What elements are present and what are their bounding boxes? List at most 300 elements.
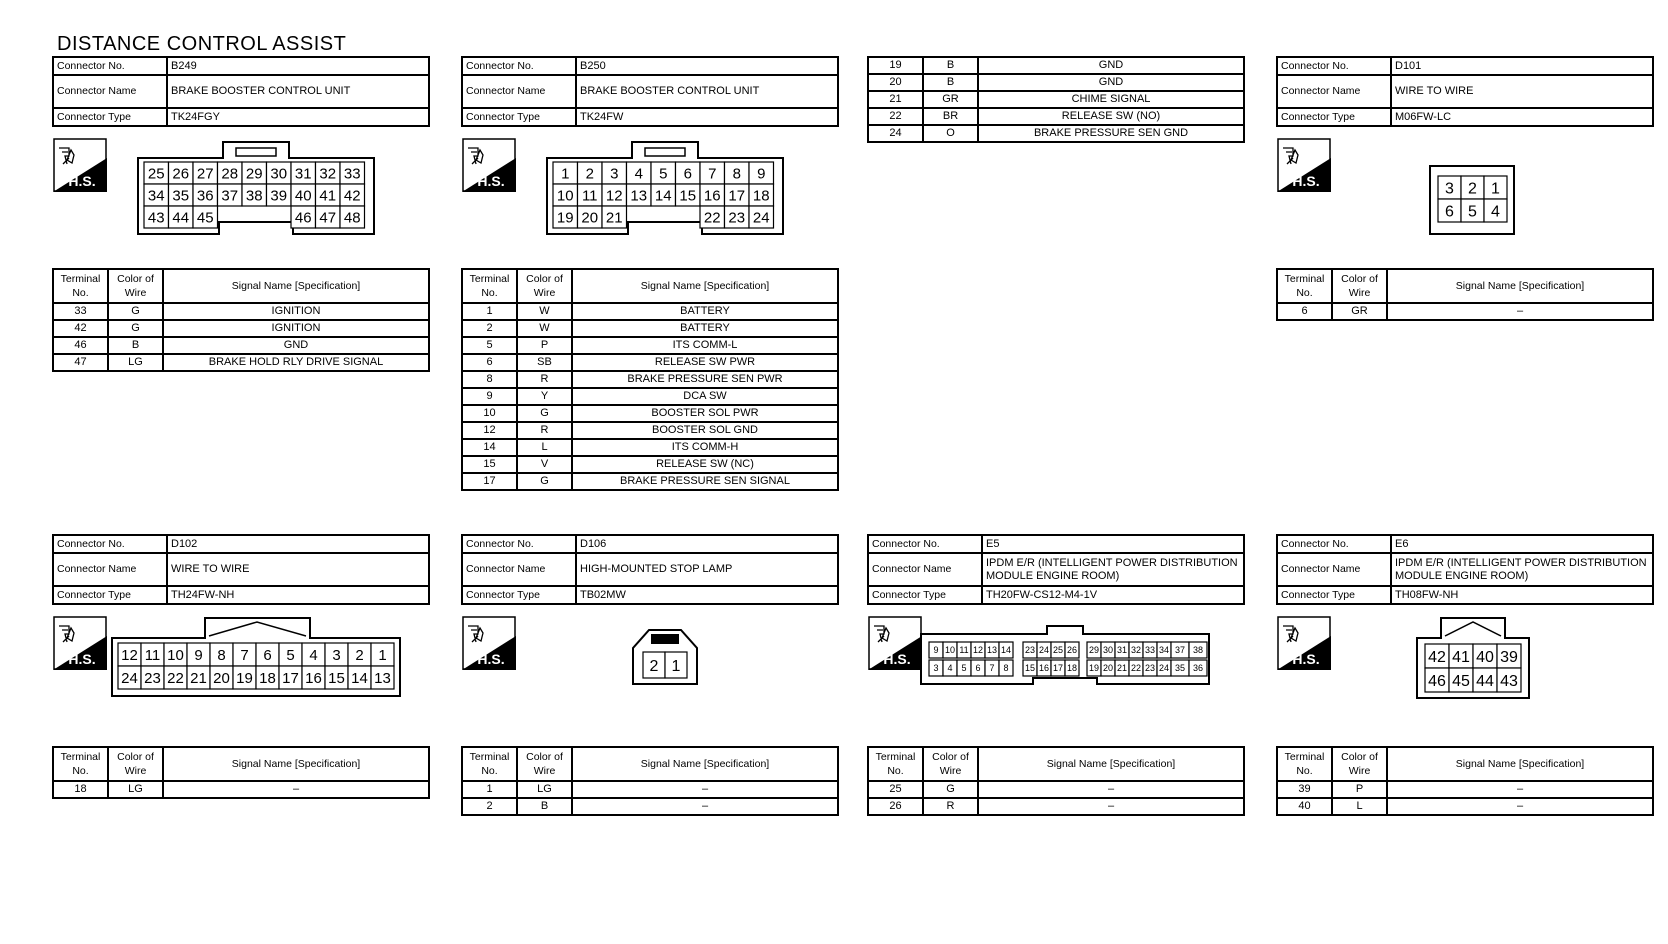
pin-label: 36	[196, 187, 214, 205]
signal-name: –	[978, 798, 1244, 815]
terminal-no-header: Terminal No.	[462, 269, 517, 303]
hs-label: H.S.	[1292, 173, 1320, 189]
pin-label: 21	[1116, 663, 1128, 674]
connector-number-label: Connector No.	[462, 57, 576, 75]
connector-name-label: Connector Name	[462, 553, 576, 586]
pin-label: 24	[752, 209, 770, 227]
pin-label: 2	[585, 165, 594, 183]
wire-color: R	[517, 371, 572, 388]
pin-label: 37	[221, 187, 239, 205]
connector-name-label: Connector Name	[1277, 553, 1391, 586]
connector-number-row	[462, 535, 838, 553]
hs-label: H.S.	[68, 651, 96, 667]
terminal-table	[52, 746, 430, 799]
connector-type-value: TB02MW	[576, 586, 838, 604]
signal-name: –	[1387, 798, 1653, 815]
pin-label: 14	[1000, 645, 1012, 656]
pin-label: 34	[147, 187, 165, 205]
signal-name-header: Signal Name [Specification]	[163, 269, 429, 303]
signal-name: RELEASE SW (NO)	[978, 108, 1244, 125]
pin-label: 10	[167, 646, 184, 664]
terminal-no: 24	[868, 125, 923, 142]
signal-name-header: Signal Name [Specification]	[1387, 747, 1653, 781]
terminal-no: 2	[462, 798, 517, 815]
table-row	[462, 371, 838, 388]
pin-label: 31	[294, 165, 312, 183]
terminal-table-header	[462, 747, 838, 781]
terminal-no-header: Terminal No.	[53, 269, 108, 303]
pin-label: 6	[1445, 203, 1454, 221]
pin-label: 40	[1476, 648, 1494, 666]
pin-label: 19	[1088, 663, 1100, 674]
table-row	[868, 108, 1244, 125]
signal-name: RELEASE SW (NC)	[572, 456, 838, 473]
pin-label: 4	[634, 165, 643, 183]
connector-type-label: Connector Type	[462, 586, 576, 604]
pin-label: 8	[217, 646, 226, 664]
connector-type-label: Connector Type	[1277, 108, 1391, 126]
color-of-wire-header: Color of Wire	[108, 269, 163, 303]
pin-label: 34	[1158, 645, 1170, 656]
terminal-no-header: Terminal No.	[462, 747, 517, 781]
connector-number-value: D101	[1391, 57, 1653, 75]
pin-label: 24	[1038, 645, 1050, 656]
pin-label: 47	[319, 209, 337, 227]
pin-label: 39	[270, 187, 288, 205]
pin-label: 30	[270, 165, 288, 183]
pin-label: 19	[236, 669, 253, 687]
pin-label: 29	[1088, 645, 1100, 656]
signal-name: BATTERY	[572, 303, 838, 320]
wire-color: G	[923, 781, 978, 798]
wire-color: L	[1332, 798, 1387, 815]
pin-label: 28	[221, 165, 239, 183]
table-row	[462, 439, 838, 456]
pin-label: 8	[732, 165, 741, 183]
table-row	[53, 781, 429, 798]
pin-label: 36	[1192, 663, 1204, 674]
pin-label: 44	[172, 209, 190, 227]
table-row	[462, 405, 838, 422]
wire-color: P	[1332, 781, 1387, 798]
signal-name: IGNITION	[163, 320, 429, 337]
pin-label: 38	[1192, 645, 1204, 656]
terminal-no-header: Terminal No.	[1277, 747, 1332, 781]
pin-label: 10	[556, 187, 574, 205]
hs-label: H.S.	[68, 173, 96, 189]
pin-label: 16	[305, 669, 322, 687]
pin-label: 20	[1102, 663, 1114, 674]
connector-type-row	[1277, 108, 1653, 126]
pin-label: 35	[1174, 663, 1186, 674]
pin-label: 5	[286, 646, 295, 664]
pin-label: 38	[245, 187, 263, 205]
wire-color: B	[923, 74, 978, 91]
wire-color: G	[108, 320, 163, 337]
signal-name: GND	[978, 74, 1244, 91]
pin-label: 32	[319, 165, 337, 183]
pin-label: 27	[196, 165, 214, 183]
connector-name-row	[462, 553, 838, 586]
connector-number-value: E5	[982, 535, 1244, 553]
wire-color: G	[517, 405, 572, 422]
pin-label: 45	[1452, 672, 1470, 690]
pin-label: 48	[343, 209, 361, 227]
harness-side-icon	[462, 138, 516, 192]
signal-name-header: Signal Name [Specification]	[978, 747, 1244, 781]
wire-color: B	[923, 57, 978, 74]
terminal-no: 17	[462, 473, 517, 490]
signal-name-header: Signal Name [Specification]	[572, 269, 838, 303]
pin-label: 33	[1144, 645, 1156, 656]
pin-label: 13	[630, 187, 648, 205]
terminal-table-header	[1277, 269, 1653, 303]
connector-name-value: IPDM E/R (INTELLIGENT POWER DISTRIBUTION MODULE ENGINE ROOM)	[982, 553, 1244, 586]
connector-info-table	[1276, 534, 1654, 605]
table-row	[462, 337, 838, 354]
table-row	[868, 74, 1244, 91]
terminal-no: 46	[53, 337, 108, 354]
pin-label: 17	[282, 669, 299, 687]
connector-number-row	[53, 535, 429, 553]
connector-type-label: Connector Type	[462, 108, 576, 126]
signal-name: –	[572, 781, 838, 798]
connector-number-row	[53, 57, 429, 75]
wire-color: W	[517, 303, 572, 320]
color-of-wire-header: Color of Wire	[517, 747, 572, 781]
connector-face-diagram	[1415, 614, 1531, 700]
terminal-table	[461, 268, 839, 491]
terminal-no: 39	[1277, 781, 1332, 798]
pin-label: 22	[703, 209, 721, 227]
color-of-wire-header: Color of Wire	[517, 269, 572, 303]
connector-number-row	[1277, 535, 1653, 553]
connector-number-label: Connector No.	[1277, 57, 1391, 75]
pin-label: 37	[1174, 645, 1186, 656]
pin-label: 3	[610, 165, 619, 183]
connector-name-label: Connector Name	[53, 553, 167, 586]
pin-label: 2	[1468, 180, 1477, 198]
pin-label: 20	[581, 209, 599, 227]
pin-label: 2	[355, 646, 364, 664]
connector-name-label: Connector Name	[462, 75, 576, 108]
harness-side-icon	[53, 138, 107, 192]
signal-name: RELEASE SW PWR	[572, 354, 838, 371]
table-row	[868, 57, 1244, 74]
pin-label: 6	[975, 663, 981, 674]
pin-label: 32	[1130, 645, 1142, 656]
pin-label: 6	[683, 165, 692, 183]
table-row	[53, 320, 429, 337]
signal-name: BATTERY	[572, 320, 838, 337]
wire-color: G	[517, 473, 572, 490]
pin-label: 30	[1102, 645, 1114, 656]
signal-name: ITS COMM-L	[572, 337, 838, 354]
terminal-no-header: Terminal No.	[1277, 269, 1332, 303]
pin-label: 5	[659, 165, 668, 183]
terminal-no: 6	[1277, 303, 1332, 320]
signal-name-header: Signal Name [Specification]	[1387, 269, 1653, 303]
signal-name: BRAKE PRESSURE SEN GND	[978, 125, 1244, 142]
connector-number-label: Connector No.	[53, 535, 167, 553]
pin-label: 23	[1144, 663, 1156, 674]
connector-type-label: Connector Type	[1277, 586, 1391, 604]
terminal-no: 9	[462, 388, 517, 405]
connector-type-label: Connector Type	[868, 586, 982, 604]
connector-info-table	[461, 534, 839, 605]
color-of-wire-header: Color of Wire	[923, 747, 978, 781]
terminal-no: 14	[462, 439, 517, 456]
terminal-table-header	[53, 269, 429, 303]
pin-label: 18	[752, 187, 770, 205]
pin-label: 5	[1468, 203, 1477, 221]
pin-label: 10	[944, 645, 956, 656]
wire-color: W	[517, 320, 572, 337]
pin-label: 12	[605, 187, 623, 205]
connector-number-label: Connector No.	[462, 535, 576, 553]
signal-name: GND	[163, 337, 429, 354]
connector-name-label: Connector Name	[53, 75, 167, 108]
hs-label: H.S.	[477, 651, 505, 667]
connector-number-row	[868, 535, 1244, 553]
terminal-no: 20	[868, 74, 923, 91]
pin-label: 11	[959, 645, 969, 656]
wire-color: G	[108, 303, 163, 320]
signal-name: DCA SW	[572, 388, 838, 405]
pin-label: 11	[144, 646, 161, 664]
wire-color: P	[517, 337, 572, 354]
pin-label: 8	[1003, 663, 1009, 674]
connector-number-value: E6	[1391, 535, 1653, 553]
terminal-no: 47	[53, 354, 108, 371]
terminal-no: 6	[462, 354, 517, 371]
connector-face-diagram	[136, 136, 376, 236]
signal-name-header: Signal Name [Specification]	[163, 747, 429, 781]
terminal-table	[1276, 268, 1654, 321]
pin-label: 22	[167, 669, 184, 687]
pin-label: 24	[1158, 663, 1170, 674]
connector-type-value: TH20FW-CS12-M4-1V	[982, 586, 1244, 604]
terminal-no: 2	[462, 320, 517, 337]
terminal-no-header: Terminal No.	[53, 747, 108, 781]
connector-number-value: D106	[576, 535, 838, 553]
table-row	[462, 798, 838, 815]
terminal-no: 33	[53, 303, 108, 320]
table-row	[53, 303, 429, 320]
color-of-wire-header: Color of Wire	[108, 747, 163, 781]
pin-label: 18	[259, 669, 276, 687]
pin-label: 9	[194, 646, 203, 664]
pin-label: 15	[328, 669, 345, 687]
pin-label: 1	[671, 657, 681, 675]
signal-name: –	[978, 781, 1244, 798]
table-row	[868, 798, 1244, 815]
harness-side-icon	[1277, 616, 1331, 670]
connector-name-row	[53, 75, 429, 108]
pin-label: 39	[1500, 648, 1518, 666]
pin-label: 4	[309, 646, 318, 664]
pin-label: 35	[172, 187, 190, 205]
connector-name-value: IPDM E/R (INTELLIGENT POWER DISTRIBUTION MODULE ENGINE ROOM)	[1391, 553, 1653, 586]
pin-label: 16	[703, 187, 721, 205]
signal-name: BRAKE PRESSURE SEN PWR	[572, 371, 838, 388]
pin-label: 29	[245, 165, 263, 183]
pin-label: 14	[351, 669, 368, 687]
connector-info-table	[52, 56, 430, 127]
pin-label: 20	[213, 669, 230, 687]
pin-label: 46	[1428, 672, 1446, 690]
wire-color: V	[517, 456, 572, 473]
pin-label: 16	[1038, 663, 1050, 674]
hs-label: H.S.	[1292, 651, 1320, 667]
signal-name-header: Signal Name [Specification]	[572, 747, 838, 781]
connector-name-label: Connector Name	[1277, 75, 1391, 108]
connector-name-value: WIRE TO WIRE	[167, 553, 429, 586]
pin-label: 12	[121, 646, 138, 664]
wire-color: B	[517, 798, 572, 815]
connector-number-row	[1277, 57, 1653, 75]
connector-type-value: TK24FW	[576, 108, 838, 126]
connector-number-value: B249	[167, 57, 429, 75]
pin-label: 14	[654, 187, 672, 205]
connector-face-diagram	[110, 614, 402, 698]
terminal-no: 5	[462, 337, 517, 354]
table-row	[1277, 798, 1653, 815]
pin-label: 42	[343, 187, 361, 205]
connector-info-table	[867, 534, 1245, 605]
connector-name-value: BRAKE BOOSTER CONTROL UNIT	[576, 75, 838, 108]
wire-color: Y	[517, 388, 572, 405]
connector-name-row	[53, 553, 429, 586]
terminal-no: 10	[462, 405, 517, 422]
signal-name: IGNITION	[163, 303, 429, 320]
pin-label: 7	[240, 646, 249, 664]
signal-name: –	[1387, 781, 1653, 798]
connector-type-label: Connector Type	[53, 586, 167, 604]
connector-face-diagram	[631, 628, 699, 686]
connector-number-row	[462, 57, 838, 75]
connector-info-table	[461, 56, 839, 127]
table-row	[868, 781, 1244, 798]
pin-label: 2	[649, 657, 659, 675]
wire-color: LG	[517, 781, 572, 798]
wire-color: LG	[108, 354, 163, 371]
wire-color: SB	[517, 354, 572, 371]
connector-name-label: Connector Name	[868, 553, 982, 586]
terminal-table-header	[1277, 747, 1653, 781]
pin-label: 41	[319, 187, 337, 205]
table-row	[868, 125, 1244, 142]
connector-type-value: TH24FW-NH	[167, 586, 429, 604]
connector-face-diagram	[1428, 164, 1516, 236]
signal-name: BOOSTER SOL GND	[572, 422, 838, 439]
pin-label: 17	[1052, 663, 1064, 674]
pin-label: 21	[190, 669, 207, 687]
table-row	[462, 320, 838, 337]
connector-type-row	[462, 586, 838, 604]
connector-type-row	[53, 586, 429, 604]
signal-name: –	[163, 781, 429, 798]
pin-label: 13	[986, 645, 998, 656]
pin-label: 3	[933, 663, 939, 674]
pin-label: 44	[1476, 672, 1494, 690]
terminal-no: 22	[868, 108, 923, 125]
pin-label: 25	[1052, 645, 1064, 656]
pin-label: 18	[1066, 663, 1078, 674]
pin-label: 7	[989, 663, 995, 674]
pin-label: 41	[1452, 648, 1470, 666]
pin-label: 6	[263, 646, 272, 664]
pin-label: 24	[121, 669, 138, 687]
pin-label: 43	[1500, 672, 1518, 690]
hs-label: H.S.	[477, 173, 505, 189]
connector-number-label: Connector No.	[868, 535, 982, 553]
connector-type-label: Connector Type	[53, 108, 167, 126]
connector-name-row	[1277, 75, 1653, 108]
connector-type-row	[462, 108, 838, 126]
page-title: DISTANCE CONTROL ASSIST	[57, 33, 347, 55]
wire-color: GR	[923, 91, 978, 108]
signal-name: CHIME SIGNAL	[978, 91, 1244, 108]
signal-name: –	[572, 798, 838, 815]
terminal-no: 25	[868, 781, 923, 798]
harness-side-icon	[462, 616, 516, 670]
terminal-no: 1	[462, 781, 517, 798]
terminal-table-header	[53, 747, 429, 781]
terminal-no: 15	[462, 456, 517, 473]
pin-label: 15	[1024, 663, 1036, 674]
connector-number-label: Connector No.	[1277, 535, 1391, 553]
color-of-wire-header: Color of Wire	[1332, 269, 1387, 303]
pin-label: 23	[1024, 645, 1036, 656]
table-row	[1277, 781, 1653, 798]
connector-type-value: TK24FGY	[167, 108, 429, 126]
terminal-no: 12	[462, 422, 517, 439]
pin-label: 40	[294, 187, 312, 205]
pin-label: 25	[147, 165, 165, 183]
table-row	[53, 337, 429, 354]
pin-label: 7	[708, 165, 717, 183]
pin-label: 9	[757, 165, 766, 183]
continuation-table	[867, 56, 1245, 143]
connector-number-label: Connector No.	[53, 57, 167, 75]
signal-name: BRAKE HOLD RLY DRIVE SIGNAL	[163, 354, 429, 371]
table-row	[462, 781, 838, 798]
pin-label: 23	[728, 209, 746, 227]
pin-label: 4	[947, 663, 953, 674]
harness-side-icon	[53, 616, 107, 670]
color-of-wire-header: Color of Wire	[1332, 747, 1387, 781]
connector-face-diagram	[919, 624, 1211, 688]
connector-name-value: BRAKE BOOSTER CONTROL UNIT	[167, 75, 429, 108]
connector-name-row	[462, 75, 838, 108]
table-row	[1277, 303, 1653, 320]
pin-label: 31	[1116, 645, 1128, 656]
signal-name: BOOSTER SOL PWR	[572, 405, 838, 422]
pin-label: 22	[1130, 663, 1142, 674]
terminal-table	[1276, 746, 1654, 816]
connector-face-diagram	[545, 136, 785, 236]
pin-label: 12	[972, 645, 984, 656]
connector-name-value: HIGH-MOUNTED STOP LAMP	[576, 553, 838, 586]
table-row	[53, 354, 429, 371]
pin-label: 1	[1491, 180, 1500, 198]
terminal-table	[52, 268, 430, 372]
pin-label: 17	[728, 187, 746, 205]
pin-label: 33	[343, 165, 361, 183]
signal-name: ITS COMM-H	[572, 439, 838, 456]
pin-label: 1	[378, 646, 387, 664]
